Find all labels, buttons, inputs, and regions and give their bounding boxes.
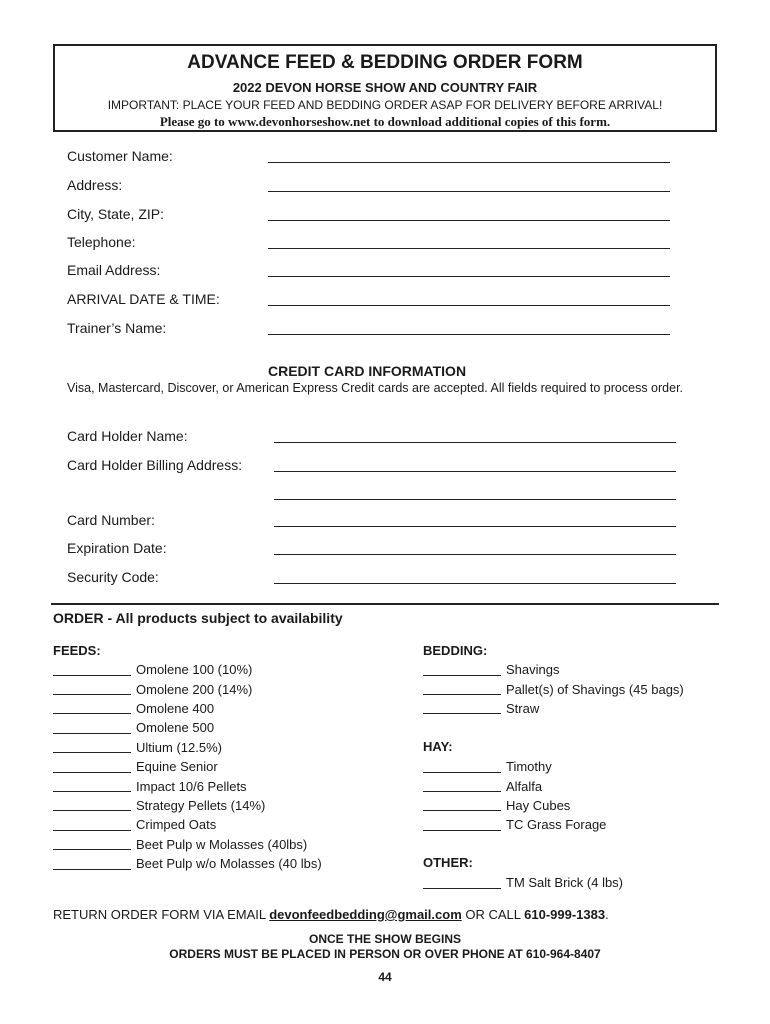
order-title: ORDER - All products subject to availability [53, 610, 343, 626]
card-holder-name-field[interactable] [274, 442, 676, 443]
list-item [53, 738, 322, 757]
feed-item-label: Strategy Pellets (14%) [136, 797, 266, 813]
feed-item-label: Equine Senior [136, 759, 218, 775]
quantity-field[interactable] [53, 819, 131, 831]
list-item [423, 679, 684, 698]
email-label: Email Address: [67, 262, 161, 278]
bedding-item-label: Shavings [506, 662, 560, 678]
telephone-field[interactable] [268, 248, 670, 249]
hay-item-label: Hay Cubes [506, 797, 571, 813]
hay-list [423, 757, 606, 835]
bedding-title: BEDDING: [423, 643, 488, 658]
hay-title: HAY: [423, 739, 453, 754]
address-label: Address: [67, 177, 123, 193]
quantity-field[interactable] [423, 683, 501, 695]
quantity-field[interactable] [423, 819, 501, 831]
feed-item-label: Impact 10/6 Pellets [136, 778, 247, 794]
feed-item-label: Crimped Oats [136, 817, 217, 833]
quantity-field[interactable] [53, 838, 131, 850]
billing-address-field-2[interactable] [274, 499, 676, 500]
quantity-field[interactable] [53, 858, 131, 870]
other-title: OTHER: [423, 855, 473, 870]
email-field[interactable] [268, 276, 670, 277]
security-code-label: Security Code: [67, 569, 159, 585]
bedding-item-label: Pallet(s) of Shavings (45 bags) [506, 681, 684, 697]
list-item [53, 854, 322, 873]
quantity-field[interactable] [423, 702, 501, 714]
list-item [53, 757, 322, 776]
credit-card-note: Visa, Mastercard, Discover, or American Express Credit cards are accepted. All fields required to process order. [67, 381, 684, 395]
expiration-label: Expiration Date: [67, 540, 167, 556]
page-number: 44 [378, 970, 392, 984]
quantity-field[interactable] [423, 780, 501, 792]
feed-item-label: Beet Pulp w Molasses (40lbs) [136, 836, 308, 852]
feed-item-label: Omolene 400 [136, 700, 215, 716]
city-state-zip-field[interactable] [268, 220, 670, 221]
return-end: . [605, 907, 609, 922]
quantity-field[interactable] [423, 664, 501, 676]
list-item [423, 776, 606, 795]
once-show-begins: ONCE THE SHOW BEGINS [308, 932, 461, 946]
quantity-field[interactable] [53, 761, 131, 773]
list-item [423, 815, 606, 834]
arrival-label: ARRIVAL DATE & TIME: [67, 291, 220, 307]
quantity-field[interactable] [423, 761, 501, 773]
hay-item-label: Alfalfa [506, 778, 543, 794]
card-holder-name-label: Card Holder Name: [67, 428, 188, 444]
expiration-field[interactable] [274, 554, 676, 555]
trainer-name-label: Trainer’s Name: [67, 320, 167, 336]
form-title: ADVANCE FEED & BEDDING ORDER FORM [187, 52, 583, 73]
list-item [53, 796, 322, 815]
hay-item-label: Timothy [506, 759, 552, 775]
hay-item-label: TC Grass Forage [506, 817, 607, 833]
quantity-field[interactable] [53, 780, 131, 792]
website-note: Please go to www.devonhorseshow.net to download additional copies of this form. [159, 114, 611, 129]
quantity-field[interactable] [423, 877, 501, 889]
form-subtitle: 2022 DEVON HORSE SHOW AND COUNTRY FAIR [232, 80, 538, 95]
email-link[interactable]: devonfeedbedding@gmail.com [269, 907, 462, 922]
quantity-field[interactable] [53, 741, 131, 753]
section-divider [51, 603, 719, 605]
card-number-field[interactable] [274, 526, 676, 527]
customer-name-label: Customer Name: [67, 148, 173, 164]
list-item [53, 776, 322, 795]
list-item [423, 660, 684, 679]
quantity-field[interactable] [53, 683, 131, 695]
trainer-name-field[interactable] [268, 334, 670, 335]
bedding-list [423, 660, 684, 718]
form-header [53, 44, 717, 132]
arrival-field[interactable] [268, 305, 670, 306]
phone-number: 610-999-1383 [524, 907, 606, 922]
city-state-zip-label: City, State, ZIP: [67, 206, 164, 222]
feed-item-label: Omolene 200 (14%) [136, 681, 253, 697]
feed-item-label: Omolene 100 (10%) [136, 662, 253, 678]
credit-card-title: CREDIT CARD INFORMATION [268, 363, 467, 379]
bedding-item-label: Straw [506, 700, 540, 716]
list-item [53, 660, 322, 679]
list-item [423, 873, 623, 892]
quantity-field[interactable] [53, 799, 131, 811]
return-mid: OR CALL [461, 907, 525, 922]
feeds-title: FEEDS: [53, 643, 101, 658]
quantity-field[interactable] [53, 722, 131, 734]
telephone-label: Telephone: [67, 234, 136, 250]
return-prefix: RETURN ORDER FORM VIA EMAIL [53, 907, 270, 922]
feed-item-label: Ultium (12.5%) [136, 739, 222, 755]
list-item [53, 679, 322, 698]
list-item [423, 699, 684, 718]
list-item [53, 699, 322, 718]
quantity-field[interactable] [53, 702, 131, 714]
in-person-note: ORDERS MUST BE PLACED IN PERSON OR OVER PHONE AT 610-964-8407 [169, 947, 601, 961]
other-item-label: TM Salt Brick (4 lbs) [506, 875, 624, 891]
billing-address-field[interactable] [274, 471, 676, 472]
important-note: IMPORTANT: PLACE YOUR FEED AND BEDDING ORDER ASAP FOR DELIVERY BEFORE ARRIVAL! [107, 98, 663, 112]
return-instructions [53, 907, 609, 922]
list-item [423, 757, 606, 776]
quantity-field[interactable] [53, 664, 131, 676]
list-item [53, 815, 322, 834]
list-item [53, 835, 322, 854]
quantity-field[interactable] [423, 799, 501, 811]
billing-address-label: Card Holder Billing Address: [67, 457, 243, 473]
customer-name-field[interactable] [268, 162, 670, 163]
feed-item-label: Omolene 500 [136, 720, 215, 736]
list-item [423, 796, 606, 815]
address-field[interactable] [268, 191, 670, 192]
security-code-field[interactable] [274, 583, 676, 584]
feed-item-label: Beet Pulp w/o Molasses (40 lbs) [136, 856, 322, 872]
feeds-list [53, 660, 322, 873]
list-item [53, 718, 322, 737]
other-list [423, 873, 623, 892]
card-number-label: Card Number: [67, 512, 155, 528]
